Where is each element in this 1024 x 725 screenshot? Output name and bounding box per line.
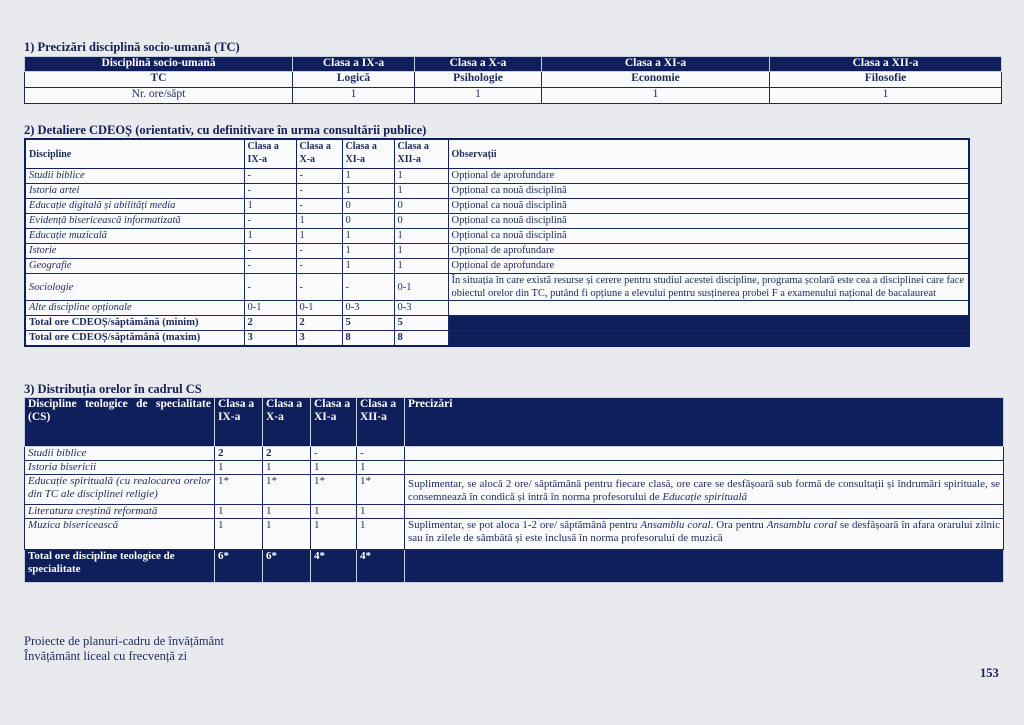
table-row xyxy=(25,475,1004,505)
cell: Filosofie xyxy=(770,72,1002,88)
cell: Educație spirituală (cu realocarea orelor din TC ale disciplinei religie) xyxy=(25,475,215,505)
cell: - xyxy=(296,199,342,214)
cell: 1 xyxy=(263,461,311,475)
cell: Literatura creștină reformată xyxy=(25,505,215,519)
cell: - xyxy=(244,274,296,301)
spiritual-education-note xyxy=(405,475,1004,505)
table-row xyxy=(25,199,969,214)
table-row xyxy=(25,461,1004,475)
footer-line-2: Învățământ liceal cu frecvență zi xyxy=(24,649,188,663)
cell: 0-3 xyxy=(342,301,394,316)
cell: 1 xyxy=(394,229,448,244)
cell xyxy=(405,461,1004,475)
table-cs-distribution xyxy=(24,397,1004,583)
header-class-10: Clasa a X-a xyxy=(415,57,542,72)
cell: 1 xyxy=(342,184,394,199)
cell: 5 xyxy=(342,316,394,331)
cell: Sociologie xyxy=(25,274,244,301)
cell: 0-1 xyxy=(296,301,342,316)
table-row xyxy=(25,447,1004,461)
cell xyxy=(405,505,1004,519)
cell: Educație digitală și abilități media xyxy=(25,199,244,214)
cell: 1* xyxy=(263,475,311,505)
header-observations: Observații xyxy=(448,139,969,169)
cell: Opțional ca nouă disciplină xyxy=(448,184,969,199)
cell: Total ore CDEOȘ/săptămână (maxim) xyxy=(25,331,244,347)
header-class-10: Clasa a X-a xyxy=(296,139,342,169)
note-text: Suplimentar, se alocă 2 ore/ săptămână pentru fiecare clasă, ore care se desfășoară sub formă de consultații și îndrumări spirituale, se consemnează în condică și intră în norma profesorului de xyxy=(408,478,1000,503)
cell: 1 xyxy=(293,88,415,104)
table-header-row xyxy=(25,398,1004,447)
section-1-title: 1) Precizări disciplină socio-umană (TC) xyxy=(24,40,240,54)
cell: 8 xyxy=(394,331,448,347)
header-class-12: Clasa a XII-a xyxy=(357,398,405,447)
cell: 1 xyxy=(263,519,311,550)
cell: Studii biblice xyxy=(25,447,215,461)
header-class-12: Clasa a XII-a xyxy=(770,57,1002,72)
cell: 1 xyxy=(770,88,1002,104)
total-max-row xyxy=(25,331,969,347)
cell: Total ore discipline teologice de specialitate xyxy=(25,550,215,583)
table-cdeos xyxy=(24,138,970,347)
header-class-11: Clasa a XI-a xyxy=(542,57,770,72)
cell: 2 xyxy=(215,447,263,461)
table-row xyxy=(25,184,969,199)
cell: - xyxy=(296,244,342,259)
cell: Nr. ore/săpt xyxy=(25,88,293,104)
cell: Alte discipline opționale xyxy=(25,301,244,316)
cell xyxy=(405,550,1004,583)
cell: 0 xyxy=(342,214,394,229)
cell: Opțional de aprofundare xyxy=(448,259,969,274)
header-class-9: Clasa a IX-a xyxy=(215,398,263,447)
table-row xyxy=(25,274,969,301)
cell: 1 xyxy=(296,214,342,229)
cell: 0 xyxy=(394,199,448,214)
cell: 1 xyxy=(215,505,263,519)
footer xyxy=(24,634,224,664)
cell: 1 xyxy=(342,244,394,259)
cell: 6* xyxy=(215,550,263,583)
note-emphasis: Ansamblu coral xyxy=(766,519,837,531)
cell: 0-1 xyxy=(244,301,296,316)
cell: 1 xyxy=(357,461,405,475)
cell: 1 xyxy=(357,505,405,519)
cell: 0-3 xyxy=(394,301,448,316)
cell: Total ore CDEOȘ/săptămână (minim) xyxy=(25,316,244,331)
cell: - xyxy=(296,184,342,199)
cell xyxy=(448,301,969,316)
note-text: se desfășoară în afara orarului zilnic sau în zilele de sâmbătă și este inclusă în norma profesorului de muzică xyxy=(408,519,1000,544)
header-class-9: Clasa a IX-a xyxy=(244,139,296,169)
cell: 1 xyxy=(215,461,263,475)
cell: Opțional ca nouă disciplină xyxy=(448,229,969,244)
cell: 1 xyxy=(342,259,394,274)
cell: 1 xyxy=(215,519,263,550)
header-notes: Precizări xyxy=(405,398,1004,447)
cell: Opțional ca nouă disciplină xyxy=(448,214,969,229)
cell: Studii biblice xyxy=(25,169,244,184)
header-discipline: Discipline teologice de specialitate (CS) xyxy=(25,398,215,447)
cell: Opțional de aprofundare xyxy=(448,169,969,184)
note-emphasis: Educație spirituală xyxy=(662,491,748,503)
table-row xyxy=(25,169,969,184)
cell: 4* xyxy=(357,550,405,583)
header-discipline: Disciplină socio-umană xyxy=(25,57,293,72)
cell: 0 xyxy=(342,199,394,214)
cell: 1 xyxy=(415,88,542,104)
note-text: Suplimentar, se pot aloca 1-2 ore/ săptămână pentru xyxy=(408,519,638,531)
cell: Educație muzicală xyxy=(25,229,244,244)
cell: Istoria bisericii xyxy=(25,461,215,475)
cell: 3 xyxy=(296,331,342,347)
cell: 1 xyxy=(542,88,770,104)
header-class-11: Clasa a XI-a xyxy=(311,398,357,447)
cell: 1 xyxy=(296,229,342,244)
cell: Psihologie xyxy=(415,72,542,88)
total-min-row xyxy=(25,316,969,331)
cell: - xyxy=(244,214,296,229)
table-header-row xyxy=(25,57,1002,72)
cell: - xyxy=(244,169,296,184)
cell: 8 xyxy=(342,331,394,347)
table-row xyxy=(25,88,1002,104)
note-text: . Ora pentru xyxy=(710,519,764,531)
cell: 1 xyxy=(311,505,357,519)
table-socio-human xyxy=(24,56,1002,104)
header-class-11: Clasa a XI-a xyxy=(342,139,394,169)
cell xyxy=(448,316,969,331)
cell xyxy=(405,447,1004,461)
cell: 2 xyxy=(296,316,342,331)
table-row xyxy=(25,244,969,259)
cell: 1* xyxy=(311,475,357,505)
table-row xyxy=(25,505,1004,519)
cell: Opțional ca nouă disciplină xyxy=(448,199,969,214)
cell: 1 xyxy=(244,199,296,214)
section-2-title: 2) Detaliere CDEOȘ (orientativ, cu definitivare în urma consultării publice) xyxy=(24,123,427,137)
table-header-row xyxy=(25,139,969,169)
header-class-9: Clasa a IX-a xyxy=(293,57,415,72)
cell: Istorie xyxy=(25,244,244,259)
table-row xyxy=(25,301,969,316)
cell: 6* xyxy=(263,550,311,583)
cell: - xyxy=(244,259,296,274)
page-number: 153 xyxy=(980,666,999,680)
table-row xyxy=(25,519,1004,550)
cell: 4* xyxy=(311,550,357,583)
cell: - xyxy=(296,169,342,184)
cell: - xyxy=(244,184,296,199)
cell: 1 xyxy=(394,169,448,184)
cell: 0 xyxy=(394,214,448,229)
header-class-12: Clasa a XII-a xyxy=(394,139,448,169)
header-class-10: Clasa a X-a xyxy=(263,398,311,447)
table-row xyxy=(25,259,969,274)
cell xyxy=(448,331,969,347)
cell: 0-1 xyxy=(394,274,448,301)
cell: 1 xyxy=(244,229,296,244)
cell: 1 xyxy=(311,519,357,550)
header-discipline: Discipline xyxy=(25,139,244,169)
section-3-title: 3) Distribuția orelor în cadrul CS xyxy=(24,382,202,396)
cell: 1* xyxy=(215,475,263,505)
cell: - xyxy=(311,447,357,461)
note-emphasis: Ansamblu coral xyxy=(640,519,711,531)
cell: Economie xyxy=(542,72,770,88)
cell: 1 xyxy=(394,244,448,259)
table-row xyxy=(25,72,1002,88)
cell: 1 xyxy=(342,169,394,184)
cell: Opțional de aprofundare xyxy=(448,244,969,259)
cell: În situația în care există resurse și cerere pentru studiul acestei discipline, programa școlară este cea a disciplinei care face obiectul orelor din TC, putând fi opțiune a elevului pentru susținerea probei F a examenului național de bacalaureat xyxy=(448,274,969,301)
cell: TC xyxy=(25,72,293,88)
cell: 3 xyxy=(244,331,296,347)
cell: Evidență bisericească informatizată xyxy=(25,214,244,229)
cell: 1 xyxy=(394,184,448,199)
cell: Muzica bisericească xyxy=(25,519,215,550)
cell: Geografie xyxy=(25,259,244,274)
cell: 2 xyxy=(244,316,296,331)
cell: 1 xyxy=(342,229,394,244)
cell: 1 xyxy=(263,505,311,519)
footer-line-1: Proiecte de planuri-cadru de învățământ xyxy=(24,634,224,648)
cell: 5 xyxy=(394,316,448,331)
cell: Istoria artei xyxy=(25,184,244,199)
cell: - xyxy=(296,259,342,274)
cell: - xyxy=(244,244,296,259)
cell: - xyxy=(357,447,405,461)
cell: - xyxy=(342,274,394,301)
table-row xyxy=(25,229,969,244)
music-note xyxy=(405,519,1004,550)
cell: Logică xyxy=(293,72,415,88)
cell: 1 xyxy=(311,461,357,475)
cell: 2 xyxy=(263,447,311,461)
table-row xyxy=(25,214,969,229)
total-row xyxy=(25,550,1004,583)
cell: - xyxy=(296,274,342,301)
cell: 1 xyxy=(394,259,448,274)
cell: 1 xyxy=(357,519,405,550)
cell: 1* xyxy=(357,475,405,505)
